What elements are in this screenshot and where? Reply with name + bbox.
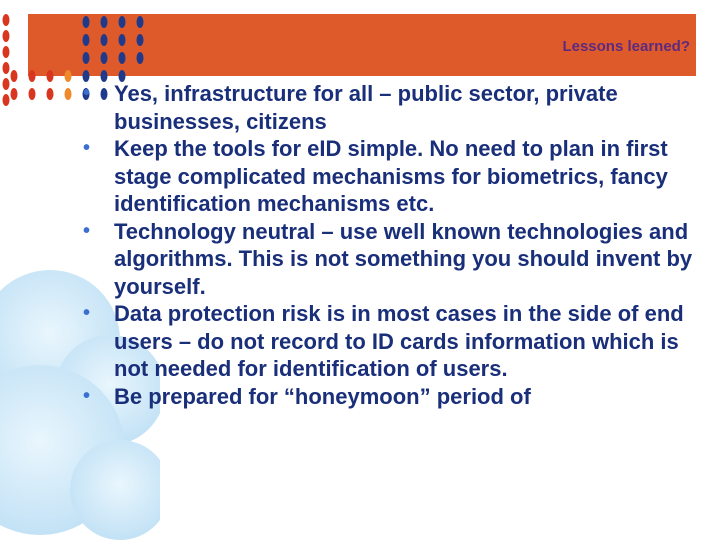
decorative-dot <box>3 30 10 42</box>
decorative-dot <box>65 70 72 82</box>
decorative-dot <box>11 88 18 100</box>
decorative-dot <box>137 34 144 46</box>
list-item: • Data protection risk is in most cases in the side of end users – do not record to ID cards information which is not needed for identification of users. <box>83 301 684 381</box>
bullet-icon: • <box>83 384 91 407</box>
decorative-dot <box>119 16 126 28</box>
decorative-dot <box>29 70 36 82</box>
decorative-dot <box>101 34 108 46</box>
bullet-icon: • <box>83 219 91 242</box>
decorative-dot <box>3 62 10 74</box>
decorative-dot <box>11 70 18 82</box>
page-title: Lessons learned? <box>562 38 690 55</box>
decorative-dot <box>83 34 90 46</box>
decorative-dot <box>3 94 10 106</box>
decorative-dot <box>83 16 90 28</box>
list-item: • Technology neutral – use well known technologies and algorithms. This is not something you should invent by yourself. <box>83 218 693 299</box>
bullet-icon: • <box>83 302 91 324</box>
list-item: • Be prepared for “honeymoon” period of <box>83 383 531 409</box>
decorative-dot <box>29 88 36 100</box>
decorative-dot <box>119 52 126 64</box>
decorative-dot <box>47 70 54 82</box>
bullet-icon: • <box>83 82 91 104</box>
decorative-dot <box>101 16 108 28</box>
decorative-dot <box>3 46 10 58</box>
decorative-dot <box>47 88 54 100</box>
decorative-dot <box>137 52 144 64</box>
decorative-dot <box>137 16 144 28</box>
decorative-dot <box>101 52 108 64</box>
list-item: • Yes, infrastructure for all – public sector, private businesses, citizens <box>83 81 618 134</box>
decorative-dot <box>3 78 10 90</box>
decorative-dot <box>3 14 10 26</box>
decorative-dot <box>83 52 90 64</box>
decorative-dot <box>119 34 126 46</box>
list-item: • Keep the tools for eID simple. No need to plan in first stage complicated mechanisms for biometrics, fancy identification mechanisms etc. <box>83 136 668 216</box>
bullet-list <box>80 80 705 410</box>
bullet-icon: • <box>83 137 91 159</box>
decorative-dot <box>65 88 72 100</box>
